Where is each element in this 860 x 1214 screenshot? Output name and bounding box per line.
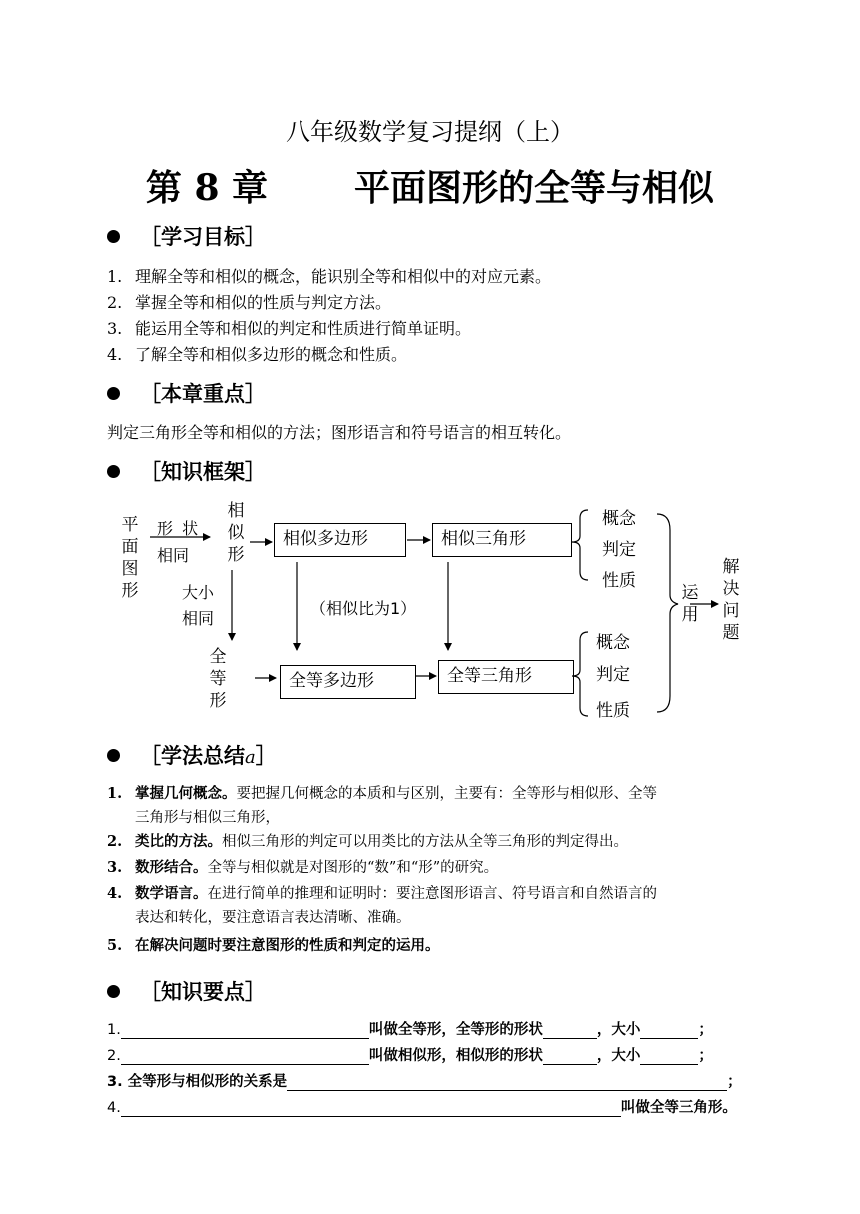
same-shape-label-2: 相同 — [157, 546, 190, 565]
chapter-number: 第 8 章 — [145, 167, 269, 209]
document-title: 八年级数学复习提纲（上） — [286, 118, 574, 146]
same-shape-label: 形 状 — [157, 519, 201, 538]
section-heading-focus: ［本章重点］ — [107, 378, 266, 408]
congruent-polygon-box: 全等多边形 — [280, 665, 416, 699]
fill-blank[interactable] — [121, 1099, 621, 1117]
fill-blank[interactable] — [121, 1021, 369, 1039]
goal-item: 1. 理解全等和相似的概念，能识别全等和相似中的对应元素。 — [107, 267, 552, 286]
method-item: 1. 掌握几何概念。要把握几何概念的本质和与区别，主要有：全等形与相似形、全等 三角形与相似三角形， — [107, 785, 657, 826]
section-heading-framework: ［知识框架］ — [107, 456, 266, 486]
same-size-label-2: 相同 — [182, 609, 215, 628]
goal-item: 3. 能运用全等和相似的判定和性质进行简单证明。 — [107, 319, 472, 338]
keypoint-line-1: 1. 叫做全等形，全等形的形状 ，大小 ； — [107, 1022, 713, 1038]
knowledge-framework-diagram — [110, 500, 760, 730]
keypoint-line-4: 4. 叫做全等三角形。 — [107, 1100, 737, 1116]
keypoint-line-2: 2. 叫做相似形，相似形的形状 ，大小 ； — [107, 1048, 713, 1064]
bottom-list-properties: 性质 — [596, 701, 630, 721]
bullet-icon — [107, 749, 120, 762]
bottom-list-concept: 概念 — [596, 633, 630, 653]
similar-triangle-box: 相似三角形 — [432, 523, 572, 557]
bullet-icon — [107, 387, 120, 400]
same-size-label: 大小 — [182, 583, 215, 602]
congruent-figure-label: 全等形 — [209, 647, 227, 711]
goal-item: 2. 掌握全等和相似的性质与判定方法。 — [107, 293, 392, 312]
top-list-criteria: 判定 — [602, 540, 636, 560]
bullet-icon — [107, 465, 120, 478]
fill-blank[interactable] — [543, 1047, 597, 1065]
plane-figure-label: 平面图形 — [121, 515, 139, 601]
apply-label: 运用 — [681, 583, 699, 625]
bullet-icon — [107, 230, 120, 243]
method-item: 3. 数形结合。全等与相似就是对图形的“数”和“形”的研究。 — [107, 859, 499, 876]
chapter-name: 平面图形的全等与相似 — [354, 167, 715, 209]
top-list-concept: 概念 — [602, 509, 636, 529]
similar-figure-label: 相似形 — [227, 501, 245, 565]
fill-blank[interactable] — [640, 1021, 698, 1039]
goal-item: 4. 了解全等和相似多边形的概念和性质。 — [107, 345, 408, 364]
method-item: 5. 在解决问题时要注意图形的性质和判定的运用。 — [107, 937, 440, 954]
congruent-triangle-box: 全等三角形 — [438, 660, 574, 694]
fill-blank[interactable] — [287, 1073, 727, 1091]
top-list-properties: 性质 — [602, 571, 636, 591]
keypoint-line-3: 3. 全等形与相似形的关系是 ； — [107, 1074, 742, 1090]
fill-blank[interactable] — [640, 1047, 698, 1065]
fill-blank[interactable] — [121, 1047, 369, 1065]
similar-polygon-box: 相似多边形 — [274, 523, 406, 557]
section-heading-methods: ［学法总结a］ — [107, 740, 277, 770]
ratio-label: （相似比为1） — [310, 599, 417, 618]
bottom-list-criteria: 判定 — [596, 665, 630, 685]
solve-problems-label: 解决问题 — [722, 557, 740, 643]
section-heading-goals: ［学习目标］ — [107, 221, 266, 251]
chapter-title — [0, 160, 860, 211]
section-heading-keypoints: ［知识要点］ — [107, 976, 266, 1006]
focus-text: 判定三角形全等和相似的方法；图形语言和符号语言的相互转化。 — [107, 423, 572, 442]
method-item: 2. 类比的方法。相似三角形的判定可以用类比的方法从全等三角形的判定得出。 — [107, 833, 628, 850]
fill-blank[interactable] — [543, 1021, 597, 1039]
bullet-icon — [107, 985, 120, 998]
method-item: 4. 数学语言。在进行简单的推理和证明时：要注意图形语言、符号语言和自然语言的 表达和转化，要注意语言表达清晰、准确。 — [107, 885, 657, 926]
